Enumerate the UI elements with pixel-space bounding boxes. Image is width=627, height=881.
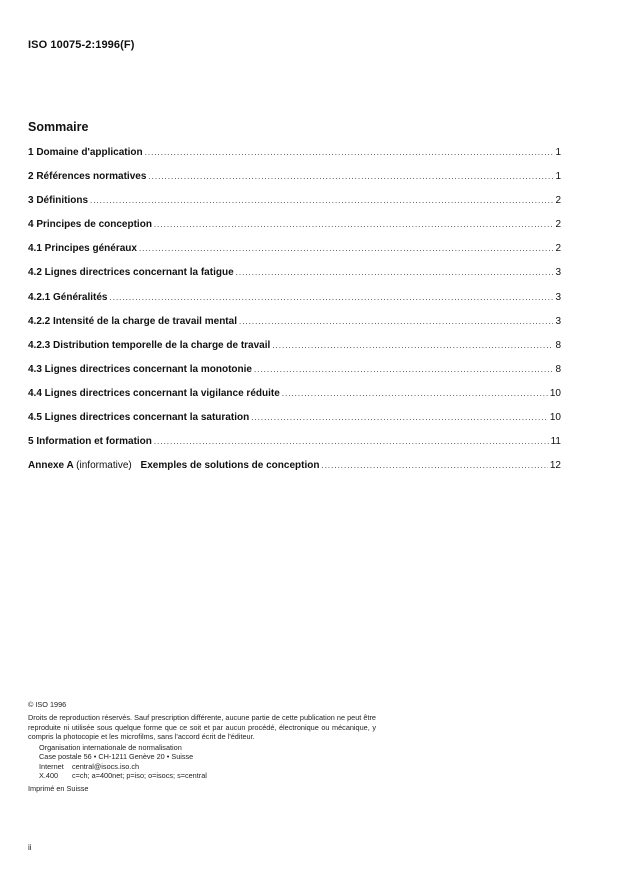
- toc-entry-page: 1: [555, 147, 561, 158]
- annex-prefix: Annexe A: [28, 460, 74, 472]
- annex-qualifier: (informative): [76, 460, 132, 472]
- copyright-notice: [28, 700, 376, 794]
- toc-entry[interactable]: [28, 388, 561, 412]
- toc-leader: [110, 293, 554, 302]
- org-name: Organisation internationale de normalisation: [39, 743, 182, 753]
- toc-entry-label: 4.2.2 Intensité de la charge de travail mental: [28, 315, 237, 327]
- toc-entry-page: 3: [555, 291, 561, 303]
- toc-annex-label: [28, 460, 319, 471]
- toc-leader: [139, 244, 553, 253]
- toc-entry[interactable]: [28, 195, 561, 219]
- toc-entry-page: 8: [555, 363, 561, 375]
- toc-entry-page: 3: [555, 315, 561, 327]
- toc-entry-label: 4.2.1 Généralités: [28, 291, 108, 303]
- toc-entry-label: 2 Références normatives: [28, 171, 147, 183]
- page-number: ii: [28, 843, 32, 852]
- printed-in: Imprimé en Suisse: [28, 784, 89, 794]
- toc-leader: [321, 461, 547, 470]
- rights-statement: Droits de reproduction réservés. Sauf prescription différente, aucune partie de cette publication ne peut être reproduite ni utilisée sous quelque forme que ce soit et par aucun procédé, électronique ou mécanique, y compris la photocopie et les microfilms, sans l'accord écrit de l'éditeur.: [28, 713, 376, 741]
- toc-entry[interactable]: [28, 147, 561, 171]
- toc-entry[interactable]: [28, 412, 561, 436]
- toc-entry[interactable]: [28, 340, 561, 364]
- toc-entry-label: 4.5 Lignes directrices concernant la saturation: [28, 412, 250, 424]
- toc-entry-annex[interactable]: [28, 460, 561, 484]
- toc-entry-label: 4.4 Lignes directrices concernant la vigilance réduite: [28, 387, 280, 399]
- toc-leader: [148, 172, 553, 181]
- toc-leader: [251, 413, 548, 422]
- toc-entry-label: 5 Information et formation: [28, 436, 152, 448]
- toc-entry[interactable]: [28, 316, 561, 340]
- toc-entry-page: 8: [555, 339, 561, 351]
- toc-entry[interactable]: [28, 292, 561, 316]
- toc-entry-page: 2: [555, 219, 561, 231]
- toc-entry[interactable]: [28, 267, 561, 291]
- toc-entry-page: 2: [555, 243, 561, 255]
- toc-entry-page: 10: [549, 412, 561, 424]
- toc-entry-page: 2: [555, 195, 561, 207]
- toc-entry-label: 4.2.3 Distribution temporelle de la charge de travail: [28, 339, 271, 351]
- toc-leader: [236, 268, 554, 277]
- internet-row: [39, 762, 376, 771]
- toc-leader: [145, 148, 554, 157]
- x400-label: X.400: [39, 771, 59, 781]
- toc-entry-page: 1: [555, 171, 561, 183]
- toc-leader: [272, 341, 553, 350]
- toc-entry[interactable]: [28, 219, 561, 243]
- toc-leader: [254, 365, 553, 374]
- toc-entry-page: 10: [549, 387, 561, 399]
- table-of-contents: [28, 147, 561, 484]
- toc-entry[interactable]: [28, 243, 561, 267]
- toc-entry[interactable]: [28, 364, 561, 388]
- document-id: ISO 10075-2:1996(F): [28, 39, 135, 51]
- toc-entry-label: 1 Domaine d'application: [28, 147, 143, 158]
- toc-entry[interactable]: [28, 171, 561, 195]
- internet-label: Internet: [39, 761, 64, 771]
- x400-row: [39, 771, 376, 780]
- toc-title: Sommaire: [28, 120, 89, 134]
- toc-leader: [90, 196, 553, 205]
- publisher-address: [28, 743, 376, 780]
- toc-entry-label: 3 Définitions: [28, 195, 89, 207]
- toc-entry-label: 4.2 Lignes directrices concernant la fatigue: [28, 267, 234, 279]
- copyright-symbol-line: © ISO 1996: [28, 700, 67, 709]
- toc-entry-label: 4.3 Lignes directrices concernant la monotonie: [28, 363, 252, 375]
- toc-leader: [154, 437, 549, 446]
- toc-leader: [239, 317, 553, 326]
- internet-address[interactable]: central@isocs.iso.ch: [72, 761, 140, 771]
- toc-entry[interactable]: [28, 436, 561, 460]
- toc-leader: [154, 220, 554, 229]
- toc-entry-page: 12: [549, 460, 561, 472]
- postal-address: Case postale 56 • CH-1211 Genève 20 • Suisse: [39, 752, 194, 762]
- annex-title: Exemples de solutions de conception: [140, 460, 320, 472]
- toc-entry-page: 11: [550, 436, 561, 448]
- toc-entry-label: 4.1 Principes généraux: [28, 243, 137, 255]
- toc-leader: [282, 389, 548, 398]
- toc-entry-page: 3: [555, 267, 561, 279]
- toc-entry-label: 4 Principes de conception: [28, 219, 152, 231]
- x400-address: c=ch; a=400net; p=iso; o=isocs; s=central: [72, 771, 207, 781]
